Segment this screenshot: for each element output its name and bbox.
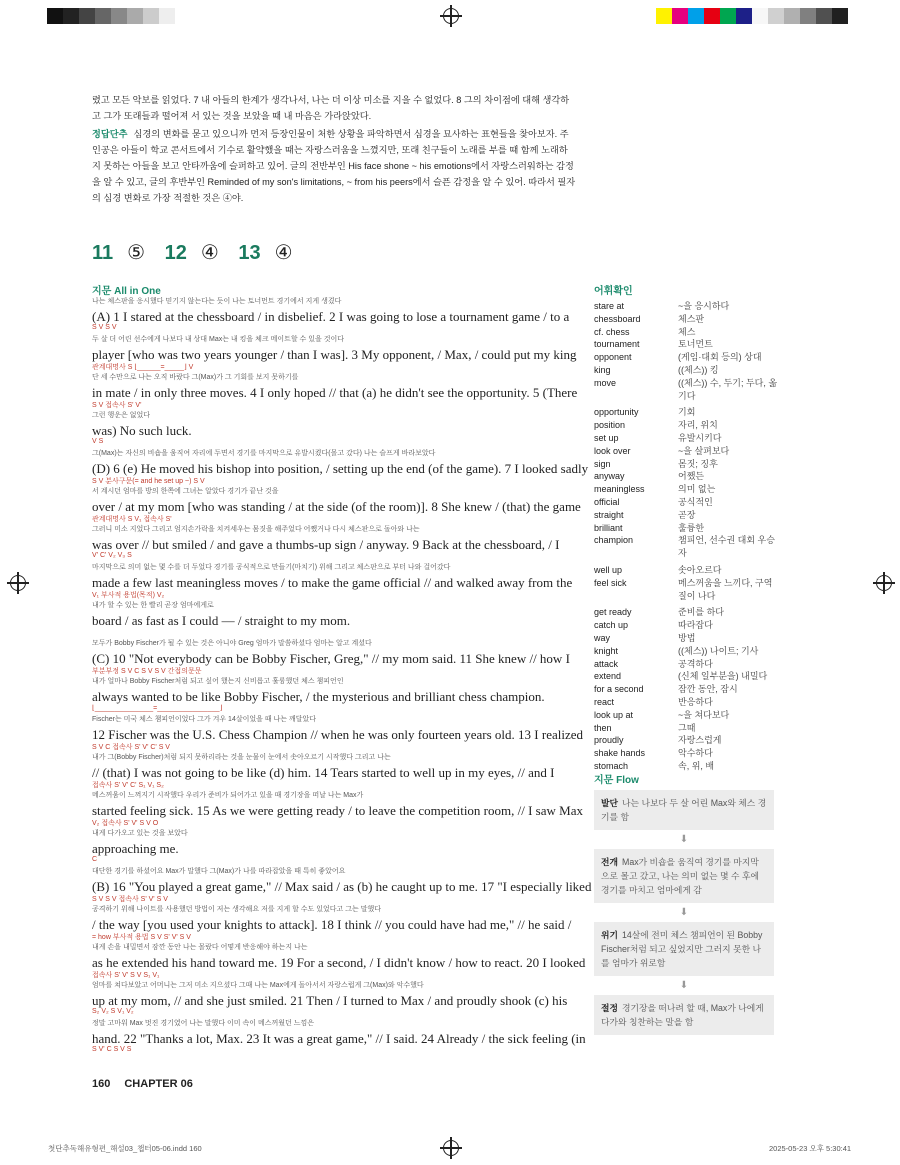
english-sentence: in mate / in only three moves. 4 I only hoped // that (a) he didn't see the opportunity. 5 (There <box>92 385 578 400</box>
registration-mark-bottom <box>443 1140 459 1156</box>
vocab-meaning: 몸짓; 징후 <box>678 458 718 469</box>
slug-file-name: 첫단추독해유형편_해설03_챕터05-06.indd 160 <box>48 1144 202 1153</box>
korean-gloss: 내가 얼마나 Bobby Fischer처럼 되고 싶어 했는지 신비롭고 훌륭했던 체스 챔피언인 <box>92 678 344 685</box>
vocab-meaning: ~을 살펴보다 <box>678 445 730 456</box>
korean-gloss: 내가 그(Bobby Fischer)처럼 되지 못하리라는 것을 눈물이 눈에서 솟아오르기 시작했다 그리고 나는 <box>92 754 391 761</box>
grammar-annotation: 접속사 S' V' C' S₁ V₁ S₂ <box>92 782 164 789</box>
registration-mark-right <box>876 575 892 591</box>
vocab-meaning: 챔피언, 선수권 대회 우승자 <box>678 535 775 559</box>
vocab-section-title: 어휘확인 <box>594 286 633 297</box>
english-sentence: player [who was two years younger / than I was]. 3 My opponent, / Max, / could put my king <box>92 347 577 362</box>
grammar-annotation: 접속사 S' V' S V S₁ V₁ <box>92 972 160 979</box>
vocab-word: champion <box>594 535 634 546</box>
vocab-meaning: (게임·대회 등의) 상대 <box>678 352 762 363</box>
english-sentence: board / as fast as I could — / straight to my mom. <box>92 613 351 628</box>
vocab-meaning: 방법 <box>678 632 696 643</box>
vocab-item <box>594 496 780 509</box>
vocab-item <box>594 734 780 747</box>
korean-gloss: 대단한 경기를 하셨어요 Max가 말했다 그(Max)가 나를 따라잡았을 때 특히 좋았어요 <box>92 868 346 875</box>
passage-line <box>92 1018 586 1056</box>
korean-gloss: 나는 체스판을 응시했다 믿기지 않는다는 듯이 나는 토너먼트 경기에서 지게 생겼다 <box>92 298 342 305</box>
english-sentence: (D) 6 (e) He moved his bishop into position, / setting up the end (of the game). 7 I looked sadly <box>92 461 589 476</box>
korean-gloss: 내게 다가오고 있는 것을 보았다 <box>92 830 188 837</box>
vocab-word: then <box>594 722 612 733</box>
korean-gloss: Fischer는 미국 체스 챔피언이었다 그가 겨우 14살이었을 때 나는 깨달았다 <box>92 716 317 723</box>
vocab-word: meaningless <box>594 484 645 495</box>
english-sentence: (B) 16 "You played a great game," // Max said / as (b) he caught up to me. 17 "I especially liked <box>92 879 592 894</box>
passage-line <box>92 980 576 1018</box>
vocab-word: react <box>594 696 615 707</box>
vocab-item <box>594 722 780 735</box>
english-sentence: over / at my mom [who was standing / at the side (of the room)]. 8 She knew / (that) the game <box>92 499 581 514</box>
english-sentence: was over // but smiled / and gave a thumbs-up sign / anyway. 9 Back at the chessboard, / I <box>92 537 560 552</box>
vocab-item <box>594 670 780 683</box>
color-swatch <box>800 8 816 24</box>
vocab-word: get ready <box>594 607 632 618</box>
vocab-item <box>594 709 780 722</box>
registration-mark-left <box>10 575 26 591</box>
passage-line <box>92 942 586 980</box>
grammar-annotation: C <box>92 856 98 863</box>
answer-key-text: 심경의 변화를 묻고 있으니까 먼저 등장인물이 처한 상황을 파악하면서 심경을 묘사하는 표현들을 찾아보자. 주인공은 아들이 학교 콘서트에서 기수로 활약했을 때는 자랑스러움을 느꼈지만, 또래 친구들이 노래를 부를 때 함께 노래하지 못하는 아들을 보고 안타까움에 슬퍼하고 있어. 글의 전반부인 His face shone ~ his emotions에서 자랑스러워하는 감정을 알 수 있고, 글의 후반부인 Reminded of my son's limitations, ~ from his peers에서 슬픈 감정을 알 수 있어. 따라서 필자의 심경 변화로 가장 적절한 것은 ④야. <box>92 129 576 203</box>
vocab-item <box>594 351 780 364</box>
flow-step-text: 나는 나보다 두 살 어린 Max와 체스 경기를 함 <box>601 798 767 822</box>
vocab-word: anyway <box>594 471 625 482</box>
korean-gloss: 두 살 더 어린 선수에게 나보다 내 상대 Max는 내 킹을 체크 메이트할 수 있을 것이다 <box>92 336 345 343</box>
vocab-word: proudly <box>594 735 624 746</box>
vocab-word: sign <box>594 458 611 469</box>
passage-line <box>92 296 576 334</box>
english-sentence: always wanted to be like Bobby Fischer, / the mysterious and brilliant chess champion. <box>92 689 545 704</box>
english-sentence: as he extended his hand toward me. 19 For a second, / I didn't know / how to react. 20 I looked <box>92 955 586 970</box>
flow-step-tag: 전개 <box>601 857 618 867</box>
vocab-word: position <box>594 420 626 431</box>
vocab-word: move <box>594 377 617 388</box>
vocab-item <box>594 445 780 458</box>
vocab-item <box>594 406 780 419</box>
vocab-meaning: 따라잡다 <box>678 620 713 631</box>
gray-swatch <box>127 8 143 24</box>
korean-gloss: 그러니 미소 지었다 그리고 엄지손가락을 치켜세우는 몸짓을 해주었다 어쨌거나 다시 체스판으로 돌아와 나는 <box>92 526 420 533</box>
vocab-word: stomach <box>594 760 629 771</box>
grammar-annotation: V₁ 부사적 용법(목적) V₂ <box>92 592 165 599</box>
grammar-annotation: 부분부정 S V C S V S V 간접의문문 <box>92 668 202 675</box>
vocab-meaning: ((체스)) 킹 <box>678 364 719 375</box>
vocab-word: shake hands <box>594 748 646 759</box>
korean-gloss: 엄마를 쳐다보았고 어머니는 그저 미소 지으셨다 그때 나는 Max에게 돌아서서 자랑스럽게 그(Max)와 악수했다 <box>92 982 424 989</box>
vocab-item <box>594 377 780 403</box>
vocab-word: way <box>594 632 611 643</box>
process-color-bar <box>656 8 848 24</box>
answer-key-paragraph <box>92 126 576 206</box>
vocab-item <box>594 564 780 577</box>
explanation-block <box>92 92 576 208</box>
english-sentence: up at my mom, // and she just smiled. 21 Then / I turned to Max / and proudly shook (c) his <box>92 993 568 1008</box>
korean-gloss: 그런 행운은 없었다 <box>92 412 150 419</box>
korean-gloss: 그(Max)는 자신의 비숍을 움직여 자리에 두면서 경기를 마지막으로 유발시켰다(몰고 갔다) 나는 슬프게 바라보았다 <box>92 450 436 457</box>
flow-step-text: Max가 비숍을 움직여 경기를 마지막으로 몰고 갔고, 나는 의미 없는 몇 수 후에 경기를 마치고 엄마에게 감 <box>601 857 759 895</box>
page-footer <box>92 1078 207 1090</box>
story-flow <box>594 790 774 1035</box>
vocab-word: knight <box>594 645 619 656</box>
vocab-item <box>594 522 780 535</box>
vocab-meaning: 악수하다 <box>678 748 713 759</box>
passage-line <box>92 828 576 866</box>
vocab-item <box>594 326 780 339</box>
vocab-word: official <box>594 496 620 507</box>
vocab-meaning: ~을 쳐다보다 <box>678 709 730 720</box>
question-11-answer: ⑤ <box>127 242 146 264</box>
color-swatch <box>656 8 672 24</box>
flow-step <box>594 995 774 1035</box>
english-sentence: started feeling sick. 15 As we were getting ready / to leave the competition room, // I saw Max <box>92 803 583 818</box>
vocab-item <box>594 696 780 709</box>
grammar-annotation: S V 접속사 S' V' <box>92 402 142 409</box>
vocab-word: opponent <box>594 352 632 363</box>
vocab-item <box>594 470 780 483</box>
question-13-answer: ④ <box>274 242 293 264</box>
grammar-annotation: ⌊_______________=________________⌋ <box>92 705 223 712</box>
question-12-answer: ④ <box>200 242 219 264</box>
grammar-annotation: S V 분사구문(= and he set up ~) S V <box>92 478 205 485</box>
vocab-meaning: 자리, 위치 <box>678 420 718 431</box>
gray-color-bar <box>47 8 175 24</box>
passage-line <box>92 714 584 752</box>
vocab-meaning: 훌륭한 <box>678 522 705 533</box>
vocab-meaning: 자랑스럽게 <box>678 735 722 746</box>
vocab-item <box>594 419 780 432</box>
passage-line <box>92 790 583 828</box>
vocab-meaning: ~을 응시하다 <box>678 301 730 311</box>
passage-line <box>92 524 576 562</box>
grammar-annotation: S V S V <box>92 324 117 331</box>
vocab-word: set up <box>594 432 619 443</box>
english-sentence: hand. 22 "Thanks a lot, Max. 23 It was a great game," // I said. 24 Already / the sick feeling (in <box>92 1031 586 1046</box>
color-swatch <box>816 8 832 24</box>
vocab-meaning: 공격하다 <box>678 658 713 669</box>
vocab-item <box>594 313 780 326</box>
color-swatch <box>688 8 704 24</box>
vocab-word: opportunity <box>594 407 639 418</box>
korean-gloss: 서 계시던 엄마를 방의 한쪽에 그녀는 알았다 경기가 끝난 것을 <box>92 488 279 495</box>
passage-line <box>92 448 589 486</box>
passage-line <box>92 676 576 714</box>
flow-section-title: 지문 Flow <box>594 775 639 786</box>
korean-gloss: 마지막으로 의미 없는 몇 수를 더 두었다 경기를 공식적으로 만들기(마치기) 위해 그리고 체스판으로 부터 나와 걸어갔다 <box>92 564 451 571</box>
flow-step <box>594 849 774 903</box>
vocab-item <box>594 632 780 645</box>
vocab-meaning: 체스 <box>678 326 696 337</box>
color-swatch <box>736 8 752 24</box>
english-sentence: approaching me. <box>92 841 179 856</box>
question-13-number: 13 <box>238 242 261 264</box>
question-12-number: 12 <box>164 242 187 264</box>
vocab-word: king <box>594 364 611 375</box>
vocab-word: feel sick <box>594 577 627 588</box>
korean-gloss: 모두가 Bobby Fischer가 될 수 있는 것은 아니야 Greg 엄마가 말씀하셨다 엄마는 알고 계셨다 <box>92 640 372 647</box>
korean-gloss: 메스꺼움이 느껴지기 시작했다 우리가 준비가 되어가고 있을 때 경기장을 떠날 나는 Max가 <box>92 792 364 799</box>
vocab-word: straight <box>594 509 624 520</box>
vocab-meaning: (신체 일부분을) 내밀다 <box>678 671 768 682</box>
vocab-word: brilliant <box>594 522 623 533</box>
vocab-word: stare at <box>594 301 625 311</box>
color-swatch <box>784 8 800 24</box>
annotated-passage <box>92 296 592 1056</box>
vocab-word: attack <box>594 658 619 669</box>
english-sentence: / the way [you used your knights to attack]. 18 I think // you could have had me," // he said / <box>92 917 572 932</box>
korean-gloss: 단 세 수만으로 나는 오직 바랐다 그(Max)가 그 기회를 보지 못하기를 <box>92 374 299 381</box>
korean-gloss: 정말 고마워 Max 멋진 경기였어 나는 말했다 이미 속이 메스꺼웠던 느낌은 <box>92 1020 315 1027</box>
english-sentence: made a few last meaningless moves / to make the game official // and walked away from the <box>92 575 573 590</box>
vocab-word: catch up <box>594 620 629 631</box>
vocab-item <box>594 458 780 471</box>
answer-row <box>92 240 307 265</box>
registration-mark-top <box>443 8 459 24</box>
korean-gloss: 내게 손을 내밀면서 잠깐 동안 나는 몰랐다 어떻게 반응해야 하는지 나는 <box>92 944 308 951</box>
gray-swatch <box>47 8 63 24</box>
vocab-meaning: 솟아오르다 <box>678 564 722 575</box>
grammar-annotation: S V' C S V S <box>92 1046 132 1053</box>
gray-swatch <box>63 8 79 24</box>
korean-gloss: 공격하기 위해 나이트를 사용했던 방법이 저는 생각해요 저를 지게 할 수도 있었다고 그는 말했다 <box>92 906 381 913</box>
flow-step <box>594 922 774 976</box>
page-number: 160 <box>92 1078 111 1090</box>
korean-gloss: 내가 할 수 있는 한 빨리 곧장 엄마에게로 <box>92 602 214 609</box>
vocab-word: extend <box>594 671 622 682</box>
vocab-item <box>594 432 780 445</box>
vocab-meaning: 유발시키다 <box>678 432 722 443</box>
flow-step-tag: 절정 <box>601 1003 618 1013</box>
translation-paragraph: 렸고 모든 악보를 읽었다. 7 내 아들의 한계가 생각나서, 나는 더 이상 미소를 지을 수 없었다. 8 그의 차이점에 대해 생각하고 그가 또래들과 떨어져 서 있는 것을 보았을 때 내 마음은 가라앉았다. <box>92 95 570 121</box>
vocab-meaning: 그때 <box>678 722 696 733</box>
vocab-item <box>594 300 780 313</box>
vocab-word: chessboard <box>594 313 641 324</box>
vocab-item <box>594 606 780 619</box>
passage-line <box>92 866 592 904</box>
english-sentence: (A) 1 I stared at the chessboard / in disbelief. 2 I was going to lose a tournament game / to a <box>92 309 570 324</box>
passage-section-title: 지문 All in One <box>92 286 161 297</box>
gray-swatch <box>79 8 95 24</box>
vocab-item <box>594 534 780 560</box>
vocab-meaning: 잠깐 동안, 잠시 <box>678 684 738 695</box>
vocab-item <box>594 483 780 496</box>
vocab-word: look up at <box>594 709 634 720</box>
flow-step-text: 경기장을 떠나려 할 때, Max가 나에게 다가와 칭찬하는 말을 함 <box>601 1003 764 1027</box>
vocab-word: well up <box>594 564 623 575</box>
vocab-meaning: 메스꺼움을 느끼다, 구역질이 나다 <box>678 577 773 601</box>
passage-line <box>92 638 576 676</box>
passage-line <box>92 562 576 600</box>
grammar-annotation: 관계대명사 S V₁ 접속사 S' <box>92 516 172 523</box>
vocab-item <box>594 658 780 671</box>
english-sentence: (C) 10 "Not everybody can be Bobby Fischer, Greg," // my mom said. 11 She knew // how I <box>92 651 570 666</box>
vocab-meaning: 속, 위, 배 <box>678 760 715 771</box>
passage-line <box>92 904 576 942</box>
gray-swatch <box>159 8 175 24</box>
flow-step <box>594 790 774 830</box>
vocab-item <box>594 683 780 696</box>
flow-step-tag: 위기 <box>601 930 618 940</box>
english-sentence: // (that) I was not going to be like (d) him. 14 Tears started to well up in my eyes, // and I <box>92 765 555 780</box>
gray-swatch <box>143 8 159 24</box>
down-arrow-icon: ⬇ <box>679 980 689 991</box>
passage-line <box>92 600 576 638</box>
passage-line <box>92 334 576 372</box>
vocab-word: tournament <box>594 339 640 350</box>
grammar-annotation: = how 부사적 용법 S V S' V' S V <box>92 934 191 941</box>
color-swatch <box>832 8 848 24</box>
vocab-meaning: 체스판 <box>678 313 705 324</box>
passage-line <box>92 486 581 524</box>
passage-line <box>92 372 576 410</box>
grammar-annotation: S₂ V₂ S V₁ V₂ <box>92 1008 134 1015</box>
color-swatch <box>720 8 736 24</box>
english-sentence: 12 Fischer was the U.S. Chess Champion // when he was only fourteen years old. 13 I realized <box>92 727 584 742</box>
color-swatch <box>752 8 768 24</box>
answer-key-label: 정답단추 <box>92 129 128 139</box>
color-swatch <box>768 8 784 24</box>
vocab-meaning: 곧장 <box>678 509 696 520</box>
vocab-item <box>594 645 780 658</box>
vocab-meaning: 기회 <box>678 407 696 418</box>
down-arrow-icon: ⬇ <box>679 834 689 845</box>
grammar-annotation: S V C 접속사 S' V' C' S V <box>92 744 170 751</box>
flow-step-text: 14살에 전미 체스 챔피언이 된 Bobby Fischer처럼 되고 싶었지만 그러지 못한 나를 엄마가 위로함 <box>601 930 763 968</box>
vocab-item <box>594 577 780 603</box>
flow-step-tag: 발단 <box>601 798 618 808</box>
vocab-word: cf. chess <box>594 326 630 337</box>
vocab-item <box>594 509 780 522</box>
vocab-meaning: ((체스)) 나이트; 기사 <box>678 645 759 656</box>
vocab-list <box>594 300 780 773</box>
vocab-word: look over <box>594 445 631 456</box>
gray-swatch <box>111 8 127 24</box>
vocab-item <box>594 747 780 760</box>
english-sentence: was) No such luck. <box>92 423 192 438</box>
chapter-label: CHAPTER 06 <box>124 1078 193 1090</box>
question-11-number: 11 <box>92 242 114 264</box>
vocab-word: for a second <box>594 684 644 695</box>
vocab-meaning: 공식적인 <box>678 496 713 507</box>
grammar-annotation: V₂ 접속사 S' V' S V O <box>92 820 159 827</box>
vocab-item <box>594 619 780 632</box>
down-arrow-icon: ⬇ <box>679 907 689 918</box>
color-swatch <box>672 8 688 24</box>
grammar-annotation: S V S V 접속사 S' V' S V <box>92 896 168 903</box>
passage-line <box>92 752 576 790</box>
grammar-annotation: V' C' V₂ V₃ S <box>92 552 132 559</box>
vocab-meaning: ((체스)) 수, 두기; 두다, 옮기다 <box>678 377 778 401</box>
grammar-annotation: 관계대명사 S ⌊______=_____⌋ V <box>92 364 194 371</box>
vocab-meaning: 의미 없는 <box>678 484 716 495</box>
color-swatch <box>704 8 720 24</box>
grammar-annotation: V S <box>92 438 104 445</box>
vocab-item <box>594 364 780 377</box>
vocab-meaning: 어쨌든 <box>678 471 705 482</box>
slug-date: 2025-05-23 오후 5:30:41 <box>769 1144 852 1153</box>
vocab-meaning: 준비를 하다 <box>678 607 724 618</box>
vocab-meaning: 토너먼트 <box>678 339 713 350</box>
passage-line <box>92 410 576 448</box>
vocab-meaning: 반응하다 <box>678 696 713 707</box>
gray-swatch <box>95 8 111 24</box>
vocab-item <box>594 338 780 351</box>
